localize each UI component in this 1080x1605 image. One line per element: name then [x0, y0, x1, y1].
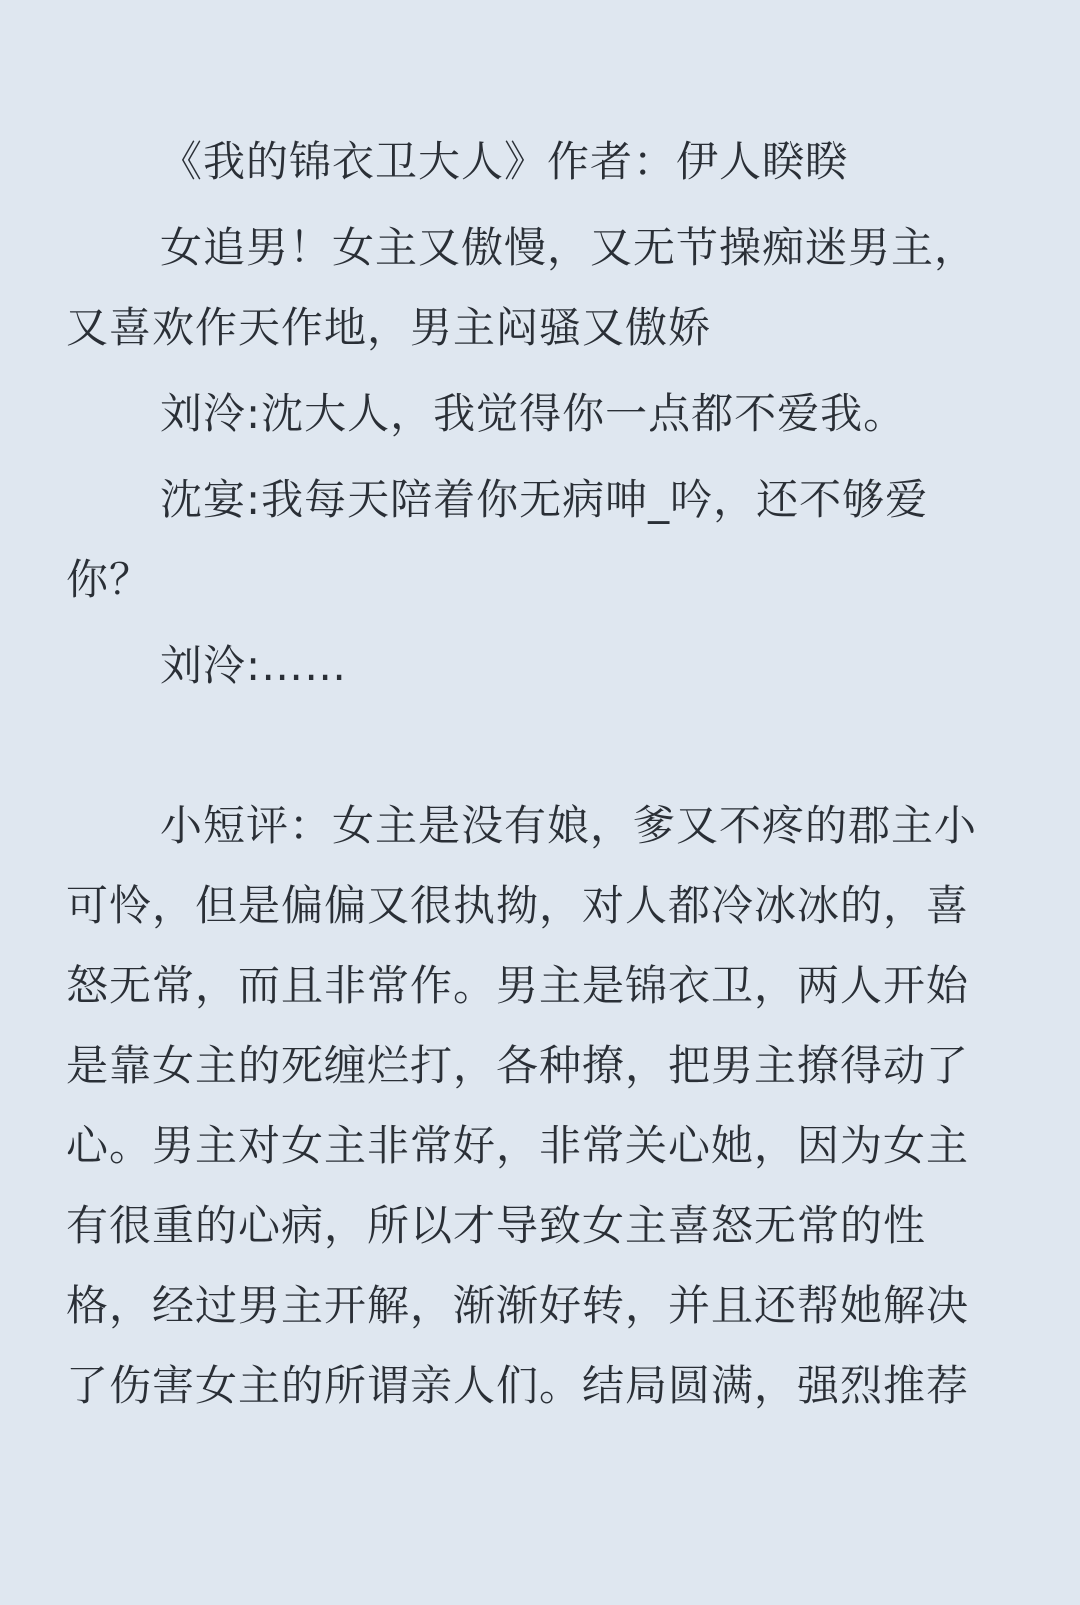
paragraph-spacer [66, 706, 1010, 786]
dialogue-liu-ling-2: 刘泠:…… [160, 641, 348, 690]
review-paragraph: 小短评：女主是没有娘，爹又不疼的郡主小可怜，但是偏偏又很执拗，对人都冷冰冰的，喜怒无常，而且非常作。男主是锦衣卫，两人开始是靠女主的死缠烂打，各种撩，把男主撩得动了心。男主对女主非常好，非常关心她，因为女主有很重的心病，所以才导致女主喜怒无常的性格，经过男主开解，渐渐好转，并且还帮她解决了伤害女主的所谓亲人们。结局圆满，强烈推荐 [66, 801, 978, 1410]
dialogue-liu-ling-1: 刘泠:沈大人，我觉得你一点都不爱我。 [160, 389, 907, 438]
intro-paragraph: 女追男！女主又傲慢，又无节操痴迷男主，又喜欢作天作地，男主闷骚又傲娇 [66, 223, 978, 352]
title-line: 《我的锦衣卫大人》作者：伊人睽睽 [160, 137, 849, 186]
dialogue-shen-yan: 沈宴:我每天陪着你无病呻_吟，还不够爱你？ [66, 475, 929, 604]
